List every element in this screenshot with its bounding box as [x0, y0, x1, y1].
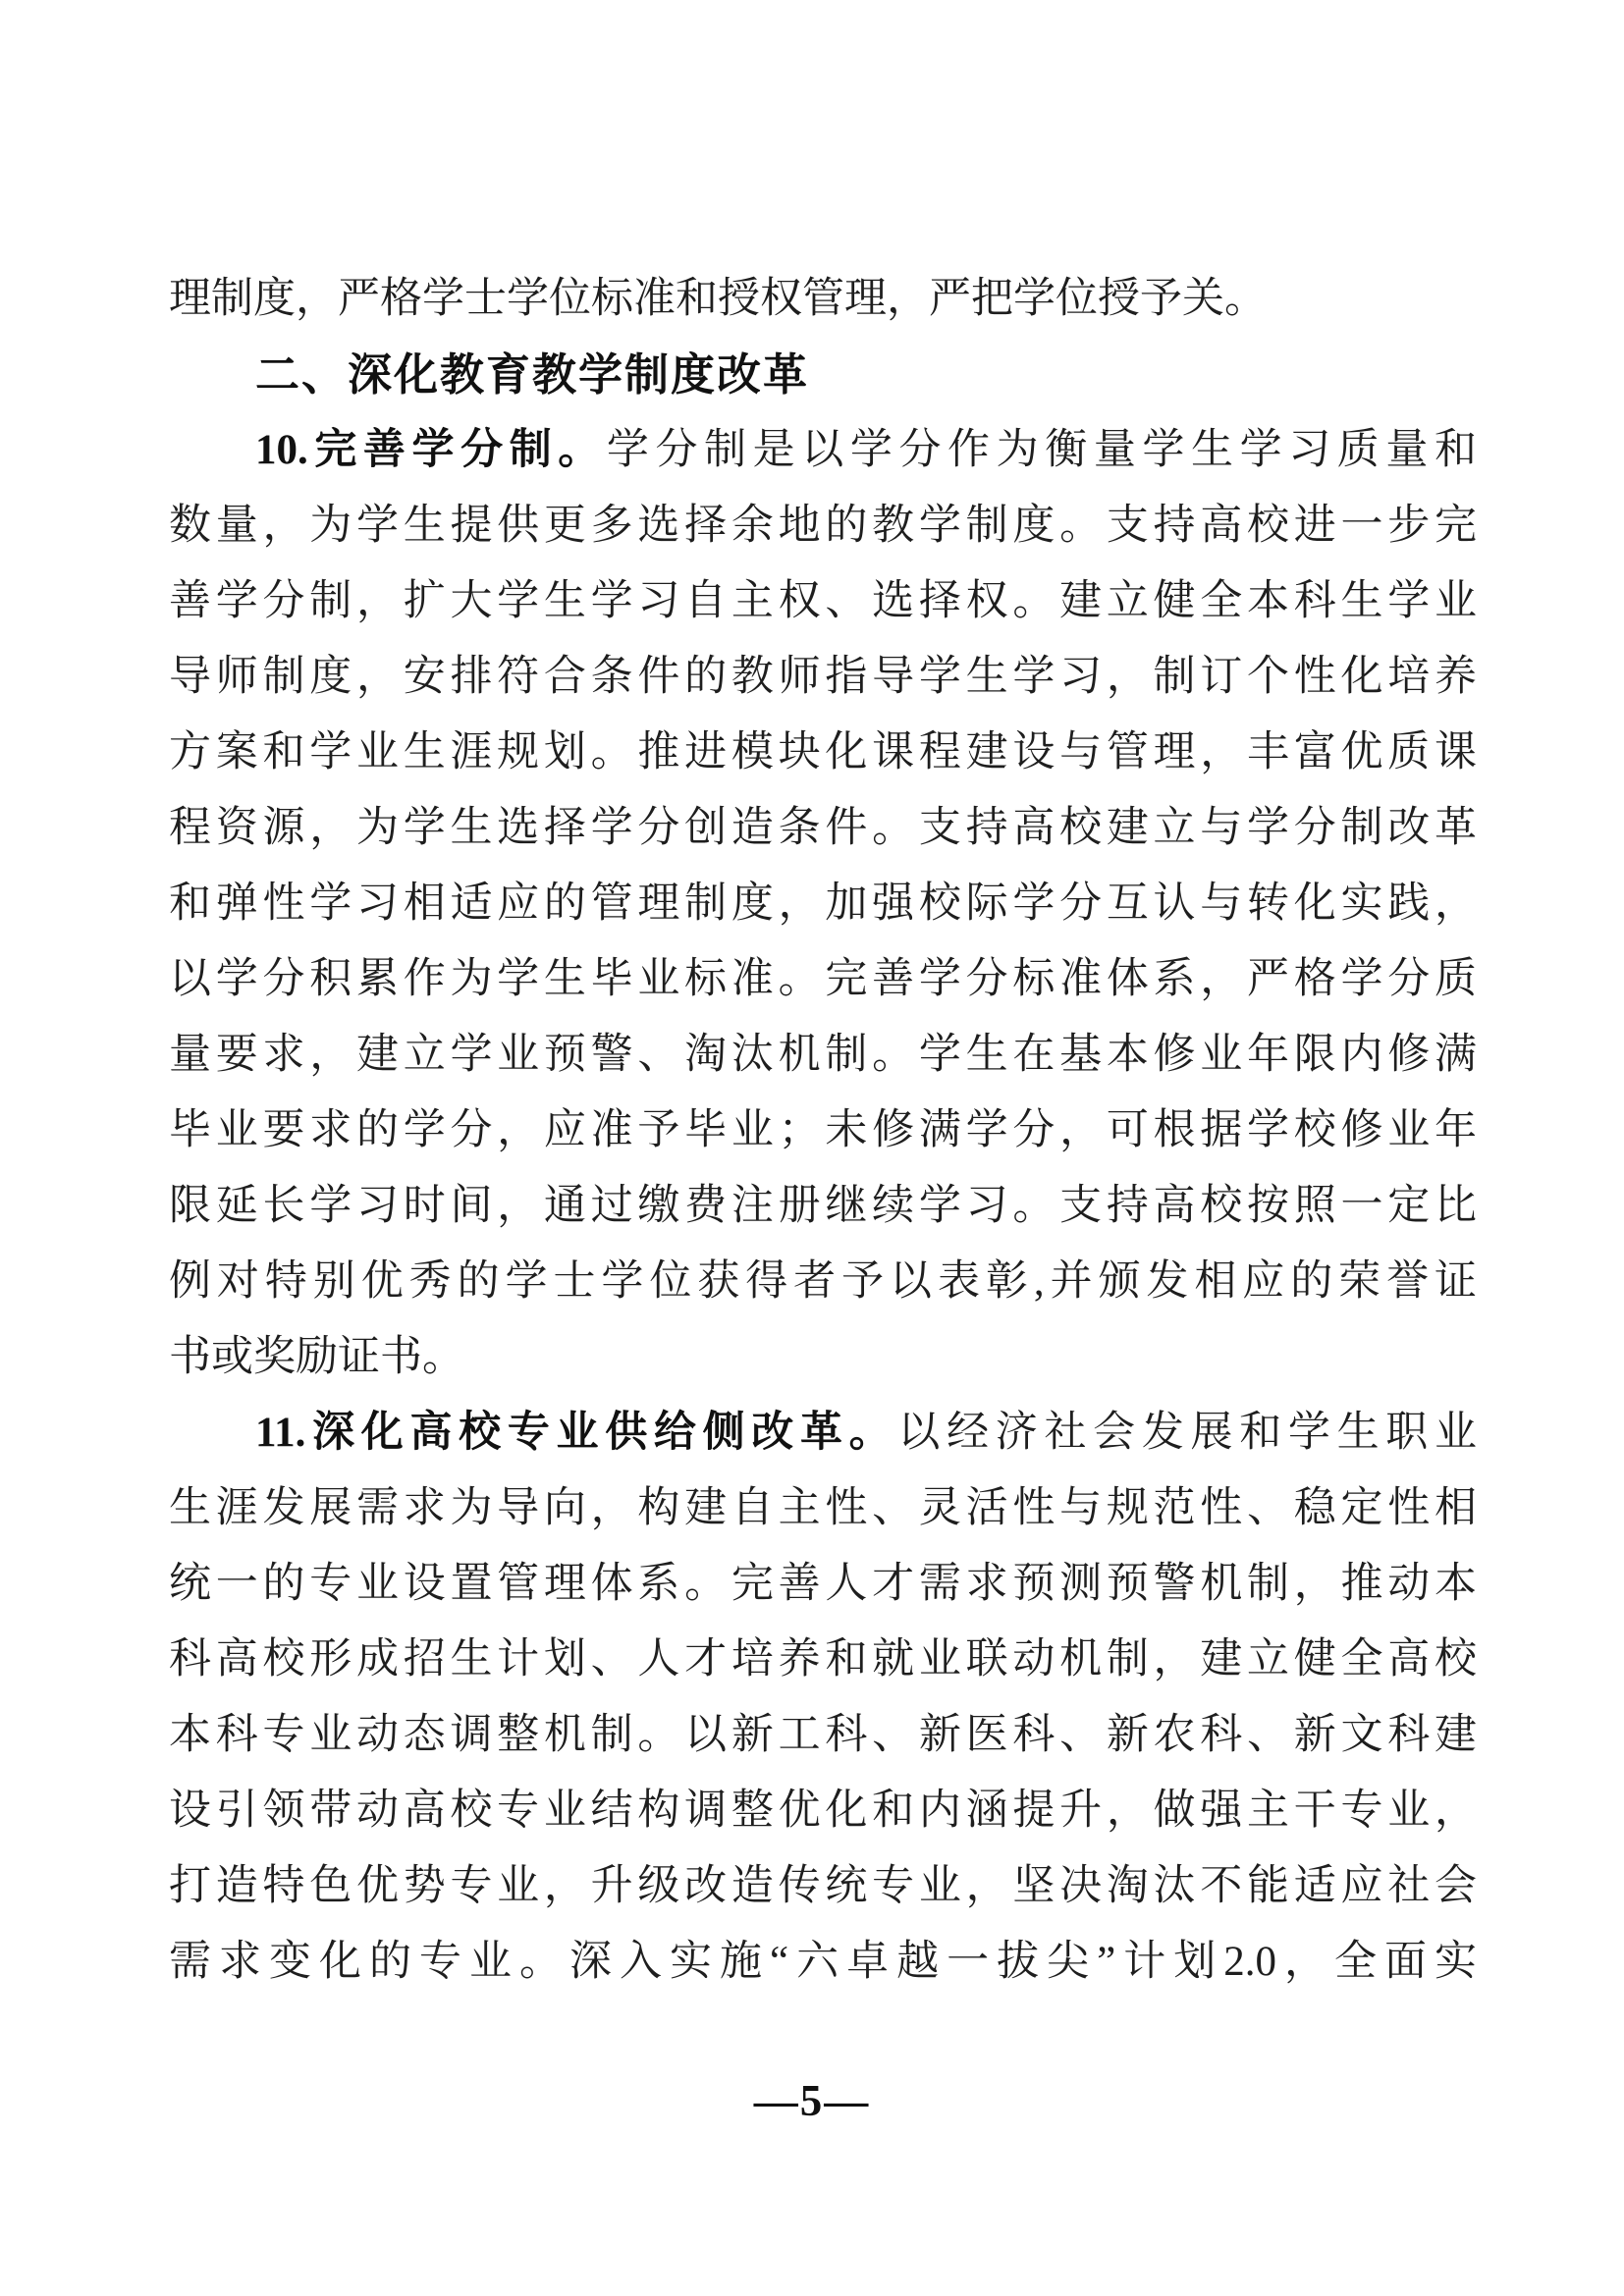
text-line: 善学分制，扩大学生学习自主权、选择权。建立健全本科生学业 [169, 578, 1477, 624]
text-line: 程资源，为学生选择学分创造条件。支持高校建立与学分制改革 [169, 805, 1477, 851]
text-line: 书或奖励证书。 [169, 1334, 464, 1380]
page-number [0, 2066, 1624, 2135]
text-line: 例对特别优秀的学士学位获得者予以表彰,并颁发相应的荣誉证 [169, 1258, 1477, 1305]
paragraph-start-line [169, 412, 1477, 488]
text-line: 需求变化的专业。深入实施“六卓越一拔尖”计划2.0，全面实 [169, 1939, 1477, 1985]
page-number-dash-right: — [824, 2076, 871, 2125]
text-line: 限延长学习时间，通过缴费注册继续学习。支持高校按照一定比 [169, 1183, 1477, 1229]
text-line: 数量，为学生提供更多选择余地的教学制度。支持高校进一步完 [169, 503, 1477, 549]
page-number-dash-left: — [753, 2076, 800, 2125]
page-number-value: 5 [799, 2076, 825, 2125]
document-body [169, 261, 1477, 2000]
paragraph-start-line [169, 1395, 1477, 1470]
text-line: 打造特色优势专业，升级改造传统专业，坚决淘汰不能适应社会 [169, 1863, 1477, 1909]
text-line: 本科专业动态调整机制。以新工科、新医科、新农科、新文科建 [169, 1712, 1477, 1758]
text-line: 量要求，建立学业预警、淘汰机制。学生在基本修业年限内修满 [169, 1032, 1477, 1078]
text-line: 生涯发展需求为导向，构建自主性、灵活性与规范性、稳定性相 [169, 1485, 1477, 1531]
text-line: 统一的专业设置管理体系。完善人才需求预测预警机制，推动本 [169, 1561, 1477, 1607]
text-line: 科高校形成招生计划、人才培养和就业联动机制，建立健全高校 [169, 1636, 1477, 1682]
text-run: 以经济社会发展和学生职业 [897, 1410, 1477, 1456]
text-line: 以学分积累作为学生毕业标准。完善学分标准体系，严格学分质 [169, 956, 1477, 1002]
text-line: 和弹性学习相适应的管理制度，加强校际学分互认与转化实践， [169, 881, 1477, 927]
text-line: 方案和学业生涯规划。推进模块化课程建设与管理，丰富优质课 [169, 729, 1477, 775]
paragraph-number-lead: 10.完善学分制。 [255, 427, 607, 473]
paragraph-number-lead: 11.深化高校专业供给侧改革。 [255, 1410, 898, 1456]
text-line: 设引领带动高校专业结构调整优化和内涵提升，做强主干专业， [169, 1788, 1477, 1834]
text-line: 导师制度，安排符合条件的教师指导学生学习，制订个性化培养 [169, 654, 1477, 700]
text-run: 学分制是以学分作为衡量学生学习质量和 [606, 427, 1477, 473]
text-line: 毕业要求的学分，应准予毕业；未修满学分，可根据学校修业年 [169, 1107, 1477, 1153]
section-heading: 二、深化教育教学制度改革 [255, 349, 810, 400]
text-line: 理制度，严格学士学位标准和授权管理，严把学位授予关。 [169, 276, 1267, 322]
